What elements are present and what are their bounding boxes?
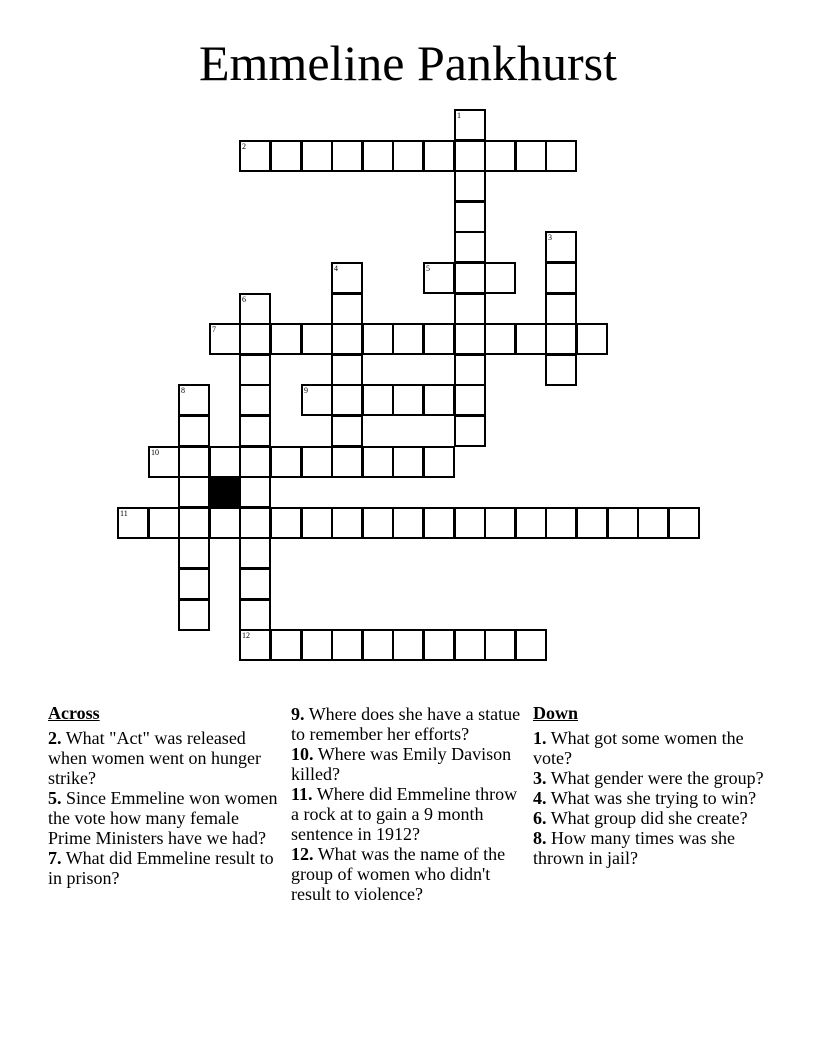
grid-cell[interactable] [545, 293, 577, 325]
clue-text: Where does she have a statue to remember her efforts? [291, 704, 521, 744]
grid-cell[interactable] [423, 507, 455, 539]
grid-cell[interactable] [331, 323, 363, 355]
grid-cell[interactable] [454, 354, 486, 386]
grid-cell[interactable] [576, 323, 608, 355]
grid-cell[interactable] [178, 568, 210, 600]
grid-cell[interactable] [331, 629, 363, 661]
grid-cell[interactable] [392, 140, 424, 172]
grid-cell[interactable] [331, 262, 363, 294]
grid-cell[interactable] [331, 293, 363, 325]
clue-number: 5. [48, 788, 62, 808]
clue-down-6 [533, 808, 769, 828]
grid-cell[interactable] [423, 629, 455, 661]
clue-number: 6. [533, 808, 547, 828]
grid-cell[interactable] [484, 507, 516, 539]
grid-cell[interactable] [331, 446, 363, 478]
grid-cell[interactable] [454, 384, 486, 416]
grid-cell[interactable] [545, 231, 577, 263]
grid-cell[interactable] [270, 629, 302, 661]
grid-cell[interactable] [239, 537, 271, 569]
clue-text: What gender were the group? [550, 768, 764, 788]
grid-cell[interactable] [209, 446, 241, 478]
clue-text: Where was Emily Davison killed? [291, 744, 512, 784]
grid-cell[interactable] [392, 446, 424, 478]
grid-cell[interactable] [362, 446, 394, 478]
grid-cell[interactable] [239, 446, 271, 478]
grid-cell[interactable] [331, 354, 363, 386]
clue-text: What was the name of the group of women who didn't result to violence? [291, 844, 506, 904]
clue-number: 3. [533, 768, 547, 788]
grid-cell[interactable] [545, 323, 577, 355]
grid-cell[interactable] [392, 384, 424, 416]
grid-cell[interactable] [301, 140, 333, 172]
grid-cell[interactable] [545, 354, 577, 386]
cell-number: 7 [212, 325, 216, 334]
grid-cell[interactable] [148, 446, 180, 478]
grid-cell[interactable] [239, 293, 271, 325]
grid-cell[interactable] [454, 140, 486, 172]
grid-cell[interactable] [423, 384, 455, 416]
clue-text: What got some women the vote? [533, 728, 744, 768]
grid-cell[interactable] [270, 323, 302, 355]
grid-cell[interactable] [239, 140, 271, 172]
grid-cell[interactable] [515, 507, 547, 539]
grid-cell[interactable] [239, 507, 271, 539]
grid-cell[interactable] [178, 599, 210, 631]
grid-cell[interactable] [423, 262, 455, 294]
grid-cell[interactable] [239, 599, 271, 631]
grid-cell[interactable] [392, 629, 424, 661]
clue-text: What group did she create? [550, 808, 748, 828]
grid-cell[interactable] [301, 629, 333, 661]
grid-cell[interactable] [668, 507, 700, 539]
grid-cell[interactable] [484, 323, 516, 355]
grid-cell[interactable] [545, 262, 577, 294]
clue-down-4 [533, 788, 769, 808]
clue-across-11 [291, 784, 527, 844]
grid-cell[interactable] [423, 446, 455, 478]
grid-cell[interactable] [454, 293, 486, 325]
clue-across-5 [48, 788, 284, 848]
across-clues-column-continued [291, 704, 527, 904]
clue-text: How many times was she thrown in jail? [533, 828, 735, 868]
down-clues-column [533, 702, 769, 868]
grid-cell[interactable] [301, 446, 333, 478]
clue-across-12 [291, 844, 527, 904]
grid-cell[interactable] [484, 629, 516, 661]
grid-cell[interactable] [301, 384, 333, 416]
cell-number: 11 [120, 509, 128, 518]
grid-cell[interactable] [239, 568, 271, 600]
grid-cell[interactable] [239, 476, 271, 508]
clue-across-9 [291, 704, 527, 744]
grid-cell[interactable] [454, 231, 486, 263]
grid-cell[interactable] [331, 384, 363, 416]
grid-cell[interactable] [301, 507, 333, 539]
across-clues-column [48, 702, 284, 888]
grid-cell[interactable] [301, 323, 333, 355]
grid-cell[interactable] [362, 629, 394, 661]
cell-number: 6 [242, 295, 246, 304]
grid-cell[interactable] [637, 507, 669, 539]
clue-number: 8. [533, 828, 547, 848]
grid-cell[interactable] [454, 415, 486, 447]
grid-cell[interactable] [239, 354, 271, 386]
down-heading: Down [533, 703, 579, 723]
grid-cell[interactable] [454, 201, 486, 233]
grid-cell[interactable] [362, 384, 394, 416]
grid-cell[interactable] [454, 323, 486, 355]
across-heading: Across [48, 703, 100, 723]
clue-down-1 [533, 728, 769, 768]
grid-cell[interactable] [239, 384, 271, 416]
cell-number: 3 [548, 233, 552, 242]
cell-number: 5 [426, 264, 430, 273]
clue-down-8 [533, 828, 769, 868]
clue-number: 10. [291, 744, 314, 764]
clue-number: 7. [48, 848, 62, 868]
cell-number: 9 [304, 386, 308, 395]
clue-number: 2. [48, 728, 62, 748]
clue-across-7 [48, 848, 284, 888]
grid-cell[interactable] [515, 140, 547, 172]
grid-cell[interactable] [362, 140, 394, 172]
black-square [209, 476, 241, 508]
grid-cell[interactable] [515, 323, 547, 355]
clue-down-3 [533, 768, 769, 788]
grid-cell[interactable] [239, 415, 271, 447]
grid-cell[interactable] [423, 140, 455, 172]
grid-cell[interactable] [178, 537, 210, 569]
grid-cell[interactable] [270, 507, 302, 539]
grid-cell[interactable] [362, 323, 394, 355]
grid-cell[interactable] [178, 415, 210, 447]
grid-cell[interactable] [515, 629, 547, 661]
grid-cell[interactable] [545, 507, 577, 539]
grid-cell[interactable] [270, 140, 302, 172]
grid-cell[interactable] [178, 507, 210, 539]
clue-number: 1. [533, 728, 547, 748]
clue-number: 11. [291, 784, 313, 804]
grid-cell[interactable] [178, 476, 210, 508]
grid-cell[interactable] [331, 415, 363, 447]
grid-cell[interactable] [239, 323, 271, 355]
clue-text: What was she trying to win? [550, 788, 757, 808]
grid-cell[interactable] [209, 323, 241, 355]
grid-cell[interactable] [454, 507, 486, 539]
grid-cell[interactable] [362, 507, 394, 539]
grid-cell[interactable] [484, 140, 516, 172]
grid-cell[interactable] [454, 629, 486, 661]
clue-number: 9. [291, 704, 305, 724]
grid-cell[interactable] [392, 323, 424, 355]
grid-cell[interactable] [545, 140, 577, 172]
clue-across-10 [291, 744, 527, 784]
grid-cell[interactable] [117, 507, 149, 539]
grid-cell[interactable] [454, 109, 486, 141]
clue-number: 4. [533, 788, 547, 808]
grid-cell[interactable] [423, 323, 455, 355]
clue-text: What "Act" was released when women went on hunger strike? [48, 728, 261, 788]
cell-number: 4 [334, 264, 338, 273]
cell-number: 8 [181, 386, 185, 395]
grid-cell[interactable] [270, 446, 302, 478]
grid-cell[interactable] [607, 507, 639, 539]
grid-cell[interactable] [454, 262, 486, 294]
page-title: Emmeline Pankhurst [199, 35, 617, 91]
clue-number: 12. [291, 844, 314, 864]
grid-cell[interactable] [392, 507, 424, 539]
grid-cell[interactable] [484, 262, 516, 294]
grid-cell[interactable] [209, 507, 241, 539]
grid-cell[interactable] [331, 507, 363, 539]
clue-text: Since Emmeline won women the vote how many female Prime Ministers have we had? [48, 788, 278, 848]
grid-cell[interactable] [454, 170, 486, 202]
grid-cell[interactable] [239, 629, 271, 661]
clue-text: Where did Emmeline throw a rock at to gain a 9 month sentence in 1912? [291, 784, 518, 844]
grid-cell[interactable] [331, 140, 363, 172]
clue-across-2 [48, 728, 284, 788]
cell-number: 2 [242, 142, 246, 151]
grid-cell[interactable] [576, 507, 608, 539]
grid-cell[interactable] [148, 507, 180, 539]
grid-cell[interactable] [178, 384, 210, 416]
cell-number: 1 [457, 111, 461, 120]
cell-number: 12 [242, 631, 250, 640]
grid-cell[interactable] [178, 446, 210, 478]
cell-number: 10 [151, 448, 159, 457]
clue-text: What did Emmeline result to in prison? [48, 848, 274, 888]
